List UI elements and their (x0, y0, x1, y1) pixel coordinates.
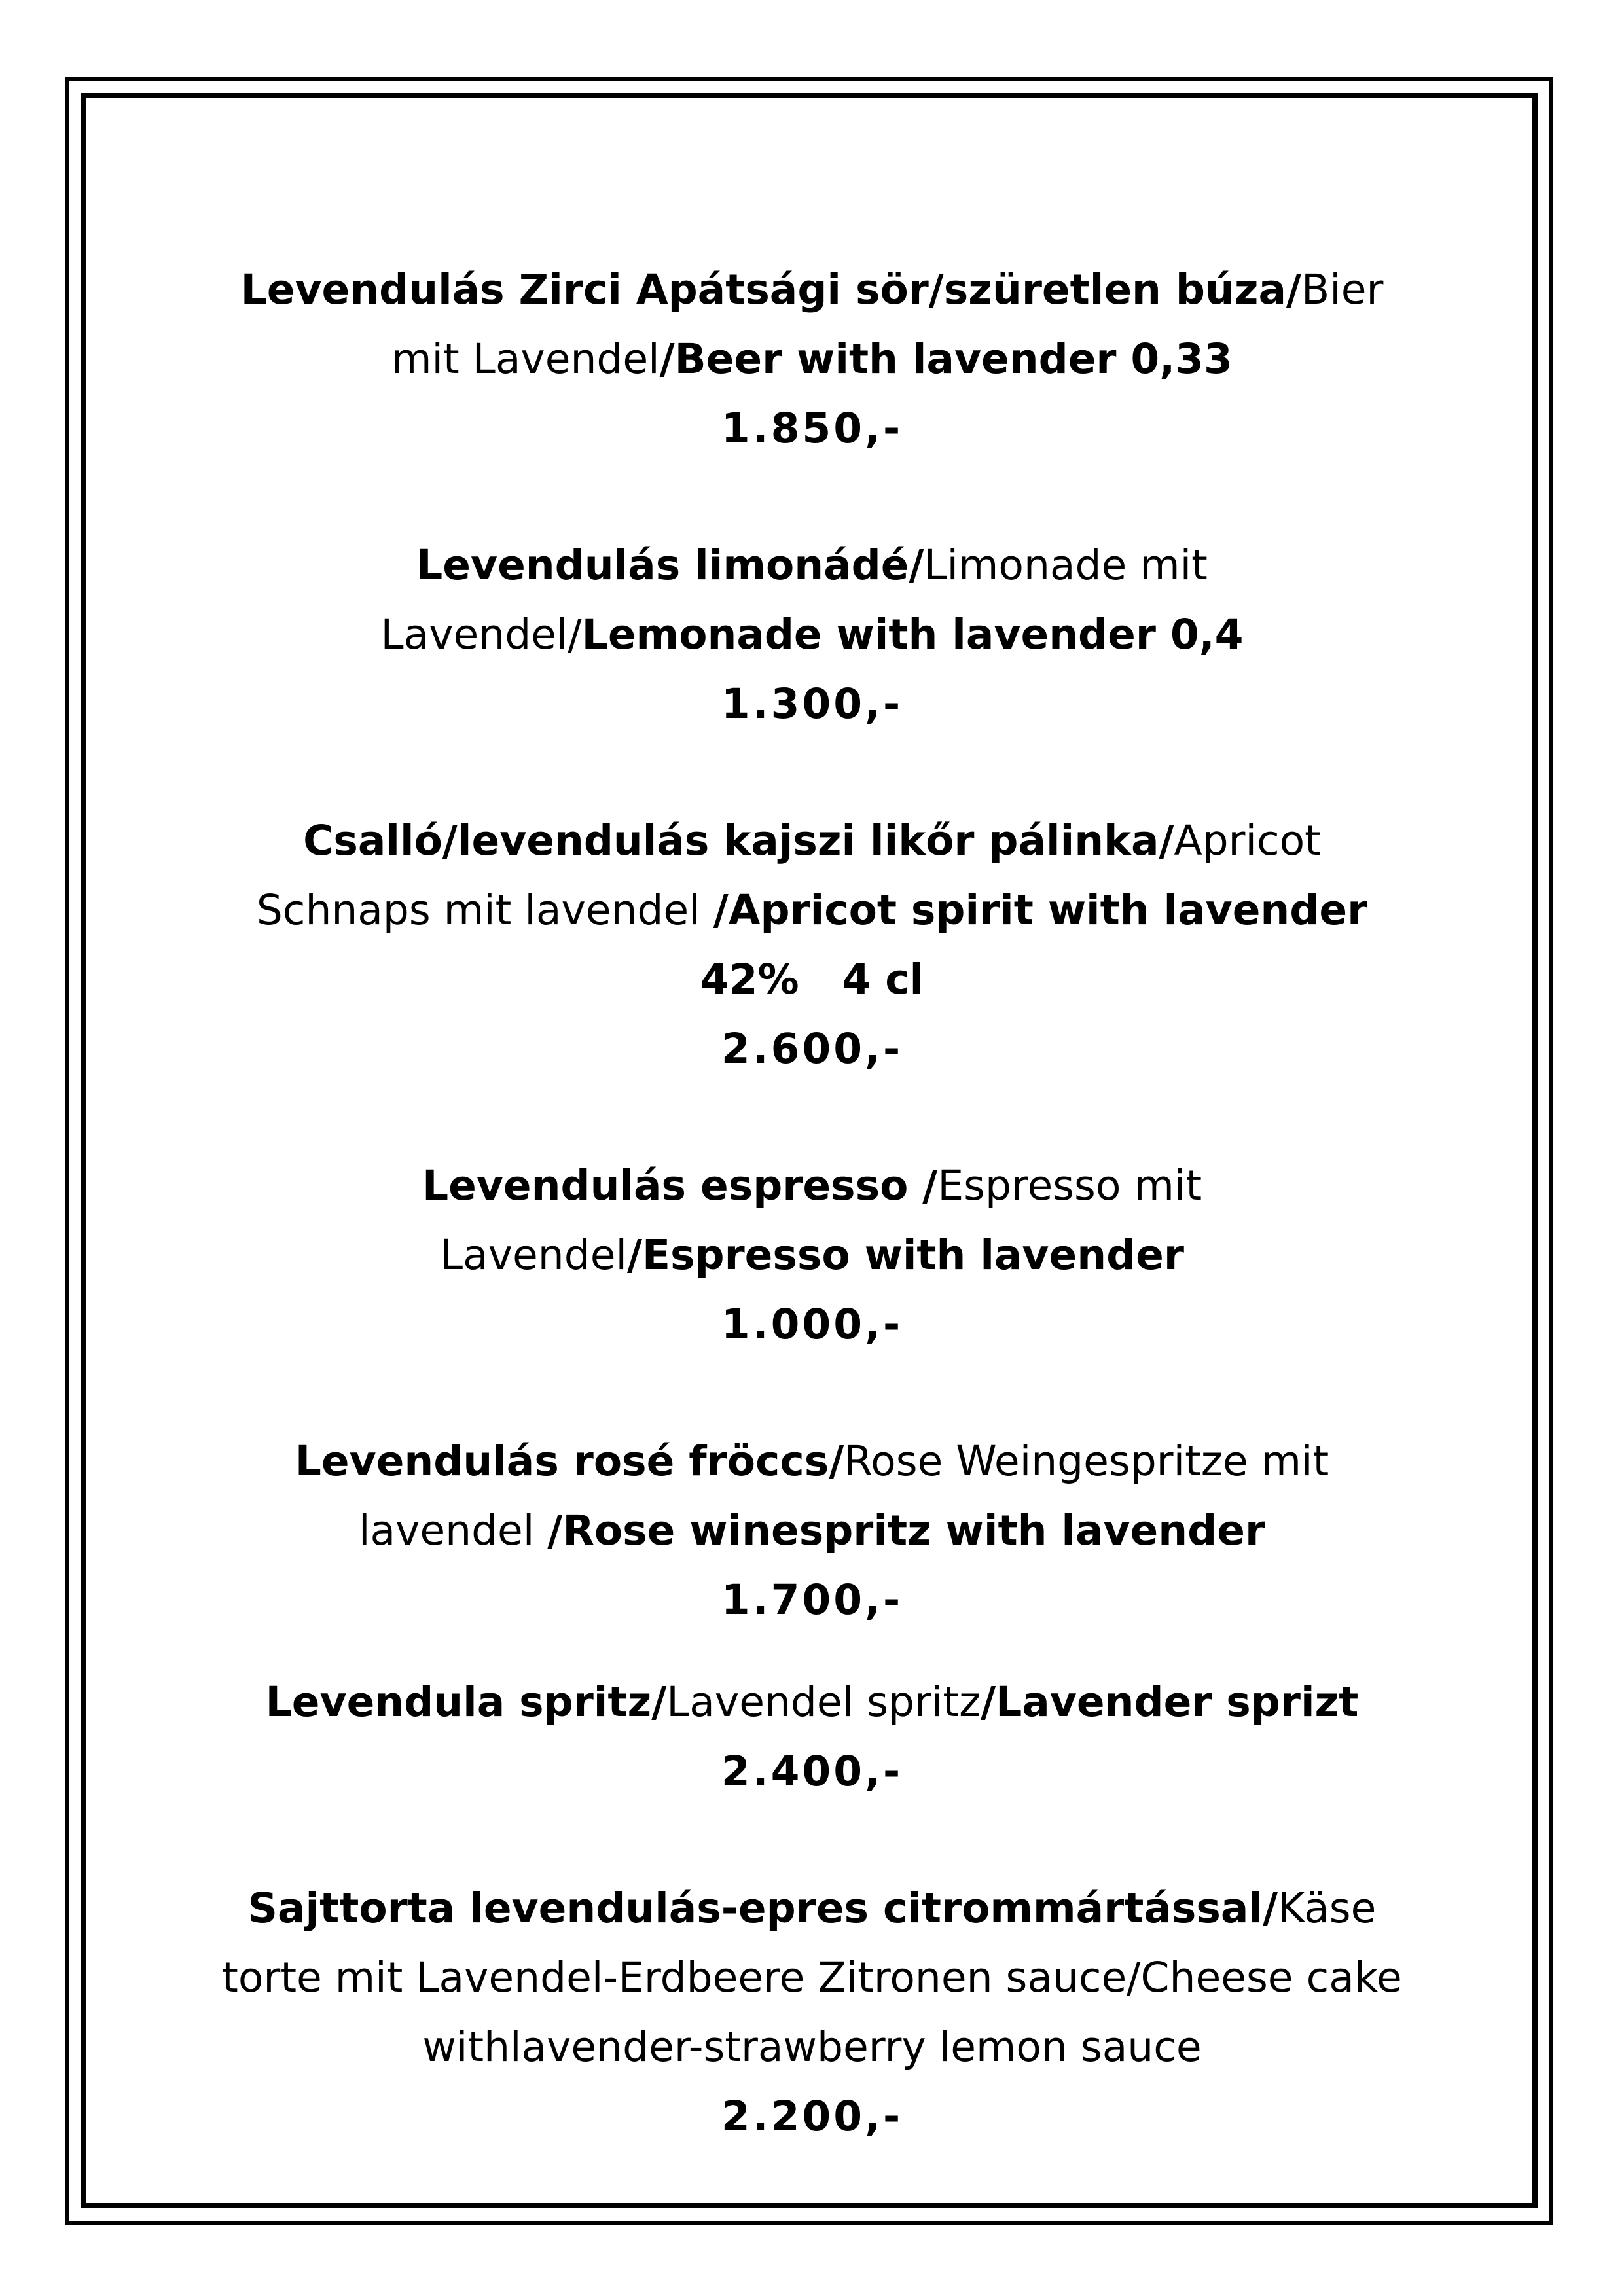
item-name-english: /Beer with lavender 0,33 (659, 335, 1233, 383)
menu-item-description (210, 1427, 1415, 1566)
item-name-german: Espresso mit Lavendel (440, 1162, 1202, 1279)
item-name-hungarian: Levendulás Zirci Apátsági sör/szüretlen búza/ (240, 266, 1301, 314)
menu-item-description (341, 1151, 1284, 1290)
item-name-german: Apricot Schnaps mit lavendel (256, 817, 1321, 934)
menu-item-lavender-spritz (210, 1668, 1415, 1806)
item-name-english: /Lavender sprizt (981, 1678, 1359, 1726)
item-name-english: /Apricot spirit with lavender (713, 886, 1368, 934)
menu-item-lavender-lemonade (328, 531, 1297, 739)
menu-item-lavender-espresso (341, 1151, 1284, 1359)
item-name-hungarian: Levendulás rosé fröccs/ (295, 1437, 844, 1485)
menu-item-description (197, 1874, 1428, 2082)
item-price: 1.700,- (721, 1576, 903, 1624)
item-price: 1.300,- (721, 680, 903, 728)
item-name-hungarian: Csalló/levendulás kajszi likőr pálinka/ (303, 817, 1174, 865)
item-name-hungarian: Sajttorta levendulás-epres citrommártással/ (247, 1884, 1278, 1932)
item-name-english: Lemonade with lavender 0,4 (581, 611, 1244, 658)
menu-item-rose-spritzer (210, 1427, 1415, 1635)
item-price: 2.400,- (721, 1748, 903, 1795)
menu-item-lavender-beer (210, 255, 1415, 463)
item-price: 1.000,- (721, 1300, 903, 1348)
item-name-german: Käse torte mit Lavendel-Erdbeere Zitronen sauce/Cheese cake withlavender-strawberry lemon sauce (222, 1884, 1402, 2071)
menu-item-cheesecake (197, 1874, 1428, 2151)
item-name-hungarian: Levendulás espresso / (422, 1162, 938, 1210)
item-name-hungarian: Levendula spritz/ (265, 1678, 667, 1726)
menu-item-description (210, 1668, 1415, 1737)
item-name-english: /Espresso with lavender (626, 1231, 1184, 1279)
item-volume: 42% 4 cl (700, 956, 924, 1003)
item-name-english: /Rose winespritz with lavender (547, 1507, 1266, 1554)
item-price: 2.600,- (721, 1025, 903, 1073)
item-price: 1.850,- (721, 404, 903, 452)
item-name-german: Rose Weingespritze mit lavendel (358, 1437, 1329, 1554)
menu-item-description (210, 255, 1415, 394)
menu-item-description (328, 531, 1297, 670)
item-name-german: Lavendel spritz (666, 1678, 981, 1726)
item-name-hungarian: Levendulás limonádé/ (416, 541, 924, 589)
menu-item-description (210, 806, 1415, 945)
menu-item-apricot-spirit (210, 806, 1415, 1084)
item-price: 2.200,- (721, 2092, 903, 2140)
drinks-menu (98, 255, 1526, 2151)
item-name-german: Limonade mit Lavendel/ (380, 541, 1208, 658)
item-name-german: Bier mit Lavendel (391, 266, 1384, 383)
